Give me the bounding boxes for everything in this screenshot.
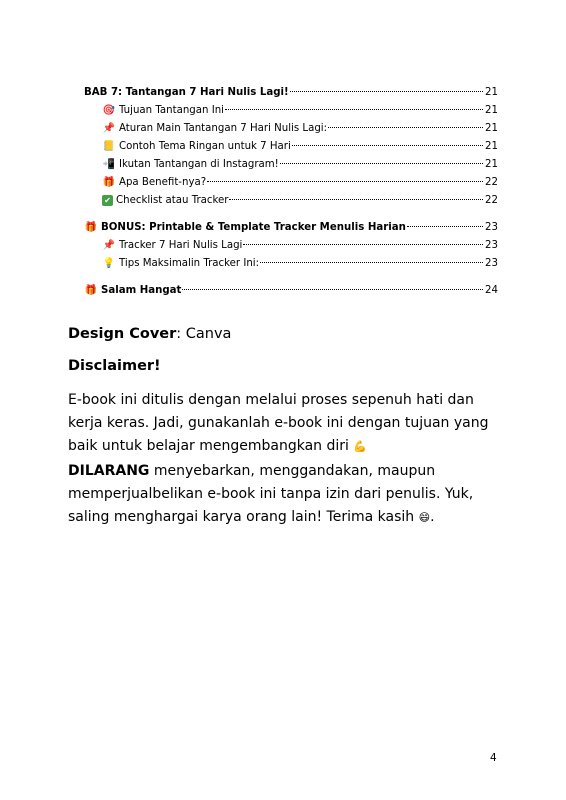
toc-page-number: 21 [485,123,498,134]
design-cover-line [68,326,498,342]
check-icon: ✔ [102,195,113,206]
toc-entry-contoh-tema[interactable] [84,138,498,156]
toc-entry-benefit[interactable] [84,174,498,192]
toc-entry-tujuan[interactable] [84,102,498,120]
toc-leader [243,244,483,245]
toc-entry-title: Tujuan Tantangan Ini [119,105,224,116]
toc-entry-title: Checklist atau Tracker [116,195,229,206]
toc-page-number: 22 [485,177,498,188]
toc-page-number: 21 [485,87,498,98]
toc-page-number: 23 [485,258,498,269]
toc-page-number: 23 [485,222,498,233]
toc-page-number: 23 [485,240,498,251]
toc-leader [260,262,483,263]
toc-leader [328,127,483,128]
toc-entry-salam[interactable] [84,282,498,300]
toc-leader [229,199,483,200]
toc-entry-instagram[interactable] [84,156,498,174]
mobile-arrow-icon: 📲 [102,159,116,170]
toc-entry-bab7[interactable] [84,84,498,102]
gift-icon: 🎁 [84,285,98,296]
pushpin-icon: 📌 [102,240,116,251]
toc-entry-title: Salam Hangat [101,285,182,296]
toc-entry-title: BONUS: Printable & Template Tracker Menulis Harian [101,222,406,233]
toc-entry-title: Tips Maksimalin Tracker Ini: [119,258,260,269]
flexed-biceps-icon: 💪 [353,440,368,453]
notebook-icon: 📒 [102,141,116,152]
disclaimer-heading: Disclaimer! [68,358,161,374]
toc-entry-title: Tracker 7 Hari Nulis Lagi [119,240,243,251]
toc-entry-tips[interactable] [84,255,498,273]
design-cover-label: Design Cover [68,326,177,342]
toc-entry-title: Ikutan Tantangan di Instagram! [119,159,279,170]
paragraph-text: menyebarkan, menggandakan, maupun memperjualbelikan e-book ini tanpa izin dari penulis. Yuk, saling menghargai karya orang lain! Terima kasih [68,463,474,525]
toc-page-number: 21 [485,141,498,152]
toc-leader [292,145,483,146]
target-icon: 🎯 [102,105,116,116]
toc-entry-title: Contoh Tema Ringan untuk 7 Hari [119,141,291,152]
toc-entry-checklist[interactable] [84,192,498,210]
smile-icon: 😄 [418,511,431,524]
toc-leader [280,163,483,164]
paragraph-text: E-book ini ditulis dengan melalui proses sepenuh hati dan kerja keras. Jadi, gunakanlah e-book ini dengan tujuan yang baik untuk belajar mengembangkan diri [68,392,489,454]
toc-leader [182,289,483,290]
page-number: 4 [490,752,497,764]
toc-entry-bonus[interactable] [84,219,498,237]
toc-entry-tracker[interactable] [84,237,498,255]
prohibition-label: DILARANG [68,463,150,479]
prohibition-paragraph [68,460,498,529]
toc-page-number: 24 [485,285,498,296]
toc-page-number: 21 [485,159,498,170]
toc-leader [225,109,483,110]
toc-leader [407,226,483,227]
toc-entry-title: Apa Benefit-nya? [119,177,207,188]
bulb-icon: 💡 [102,258,116,269]
disclaimer-paragraph [68,389,498,458]
toc-page-number: 22 [485,195,498,206]
table-of-contents [84,84,498,300]
toc-entry-title: BAB 7: Tantangan 7 Hari Nulis Lagi! [84,87,289,98]
toc-entry-title: Aturan Main Tantangan 7 Hari Nulis Lagi: [119,123,328,134]
toc-entry-aturan[interactable] [84,120,498,138]
paragraph-end: . [430,509,435,525]
toc-leader [207,181,483,182]
toc-page-number: 21 [485,105,498,116]
pushpin-icon: 📌 [102,123,116,134]
design-cover-value: : Canva [176,326,232,342]
gift-icon: 🎁 [102,177,116,188]
toc-leader [290,91,483,92]
gift-icon: 🎁 [84,222,98,233]
